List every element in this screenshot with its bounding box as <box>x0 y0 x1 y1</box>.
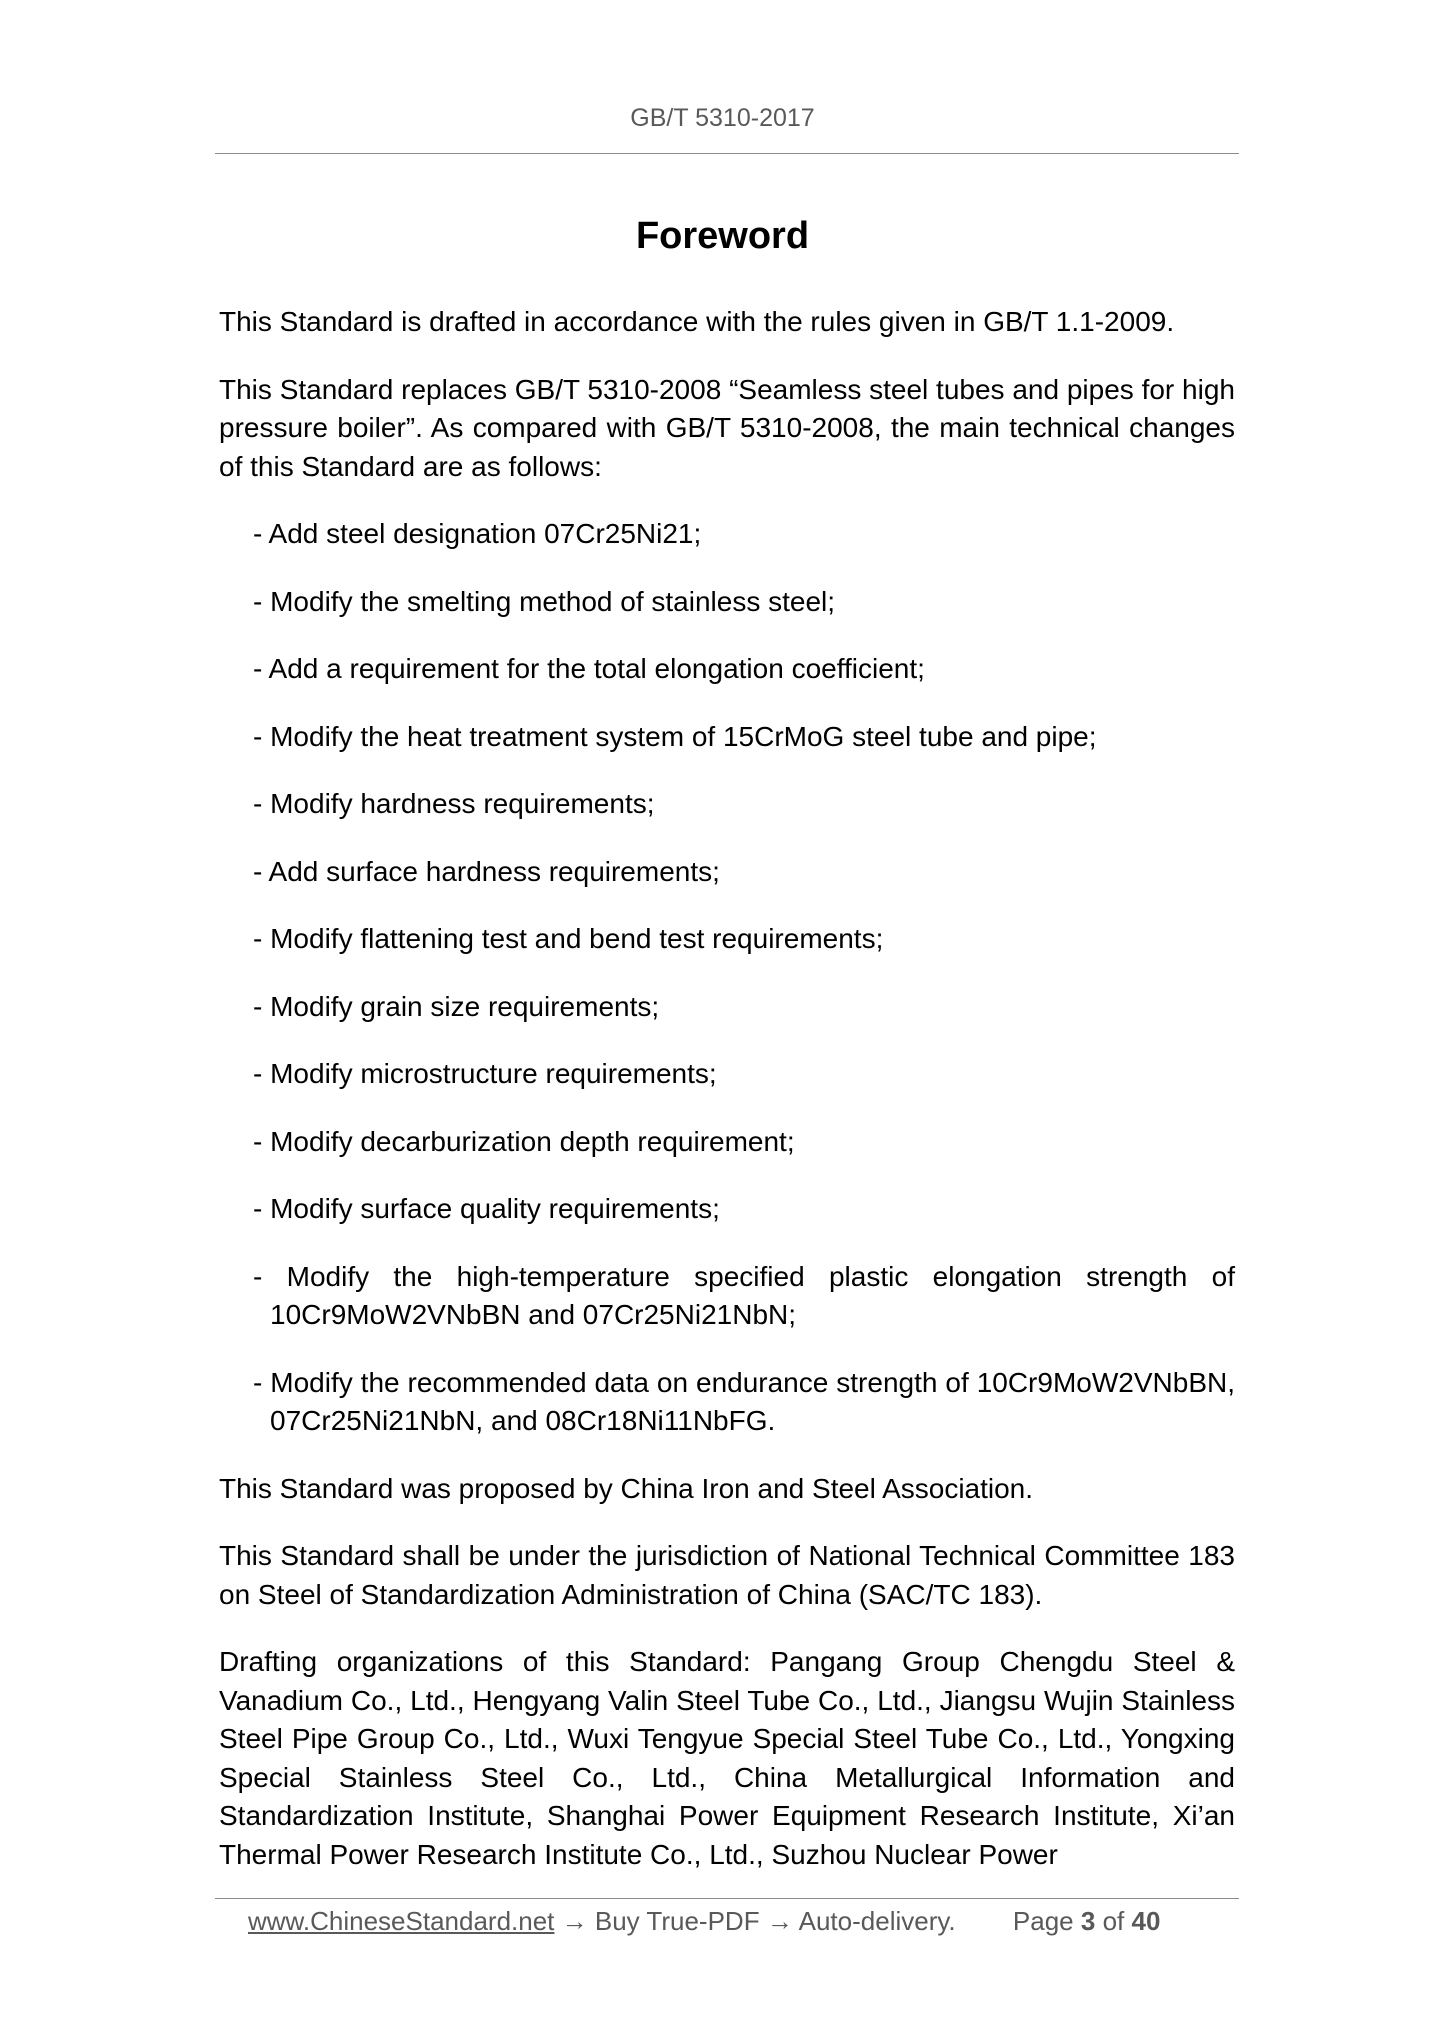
change-list-item: - Modify microstructure requirements; <box>253 1058 717 1089</box>
footer-divider <box>215 1898 1239 1899</box>
change-list-item: - Modify the high-temperature specified plastic elongation strength of 10Cr9MoW2VNbBN and 07Cr25Ni21NbN; <box>253 1260 1235 1330</box>
current-page-number: 3 <box>1080 1906 1096 1936</box>
buy-true-pdf-text: Buy True-PDF <box>594 1906 760 1936</box>
change-list-item: - Modify the recommended data on endurance strength of 10Cr9MoW2VNbBN, 07Cr25Ni21NbN, and 08Cr18Ni11NbFG. <box>253 1366 1235 1436</box>
arrow-right-icon: → <box>561 1906 588 1936</box>
auto-delivery-text: Auto-delivery. <box>798 1906 956 1936</box>
change-list-item: - Add a requirement for the total elongation coefficient; <box>253 653 925 684</box>
page-label: Page <box>1012 1906 1074 1936</box>
change-list-item: - Add steel designation 07Cr25Ni21; <box>253 518 702 549</box>
change-list-item: - Modify flattening test and bend test requirements; <box>253 923 884 954</box>
change-list-item: - Modify the heat treatment system of 15CrMoG steel tube and pipe; <box>253 720 1097 752</box>
paragraph-drafting-organizations: Drafting organizations of this Standard: Pangang Group Chengdu Steel & Vanadium Co., Ltd., Hengyang Valin Steel Tube Co., Ltd., Jiangsu Wujin Stainless Steel Pipe Group Co., Ltd., Wuxi Tengyue Special Steel Tube Co., Ltd., Yongxing Special Stainless Steel Co., Ltd., China Metallurgical Information and Standardization Institute, Shanghai Power Equipment Research Institute, Xi’an Thermal Power Research Institute Co., Ltd., Suzhou Nuclear Power <box>219 1646 1235 1870</box>
paragraph-proposed-by: This Standard was proposed by China Iron and Steel Association. <box>219 1472 1034 1504</box>
change-list-item: - Modify the smelting method of stainless steel; <box>253 585 836 617</box>
change-list-item: - Modify grain size requirements; <box>253 990 660 1022</box>
arrow-right-icon: → <box>766 1906 793 1936</box>
total-page-count: 40 <box>1131 1906 1161 1936</box>
header-divider <box>215 153 1239 154</box>
page-header: GB/T 5310-2017 <box>630 104 815 132</box>
change-list-item: - Modify surface quality requirements; <box>253 1193 720 1224</box>
page-indicator <box>1013 1906 1161 1936</box>
section-title: Foreword <box>635 215 810 257</box>
paragraph-replacement: This Standard replaces GB/T 5310-2008 “Seamless steel tubes and pipes for high pressure boiler”. As compared with GB/T 5310-2008, the main technical changes of this Standard are as follows: <box>219 373 1235 482</box>
paragraph-jurisdiction: This Standard shall be under the jurisdiction of National Technical Committee 183 on Steel of Standardization Administration of China (SAC/TC 183). <box>219 1540 1235 1610</box>
website-link[interactable]: www.ChineseStandard.net <box>248 1906 555 1936</box>
page-of-label: of <box>1102 1906 1125 1936</box>
document-body <box>219 303 1235 1874</box>
paragraph-drafting-rules: This Standard is drafted in accordance with the rules given in GB/T 1.1-2009. <box>219 306 1175 337</box>
change-list-item: - Add surface hardness requirements; <box>253 855 720 887</box>
change-list-item: - Modify decarburization depth requirement; <box>253 1125 795 1157</box>
change-list-item: - Modify hardness requirements; <box>253 788 655 819</box>
page-footer <box>248 1906 1160 1937</box>
